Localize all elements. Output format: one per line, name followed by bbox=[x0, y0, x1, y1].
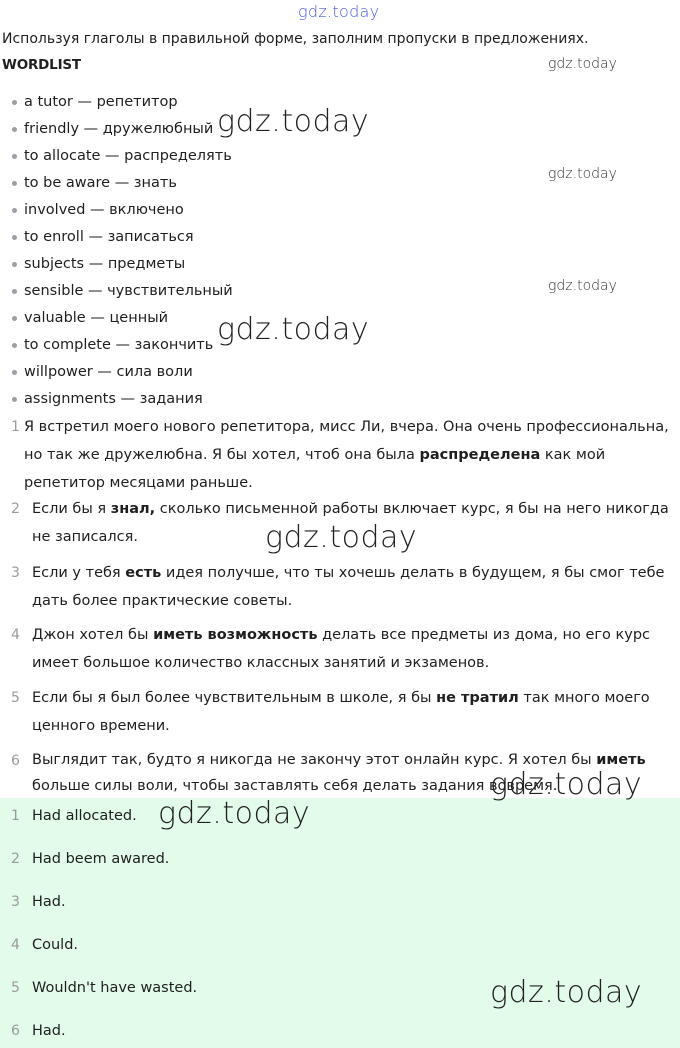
answer-text: Could. bbox=[32, 937, 79, 953]
exercise-number: 6 bbox=[11, 753, 20, 769]
watermark: gdz.today bbox=[490, 767, 643, 802]
wordlist-item: involved — включено bbox=[0, 200, 233, 227]
bullet-icon bbox=[12, 289, 17, 294]
answer-number: 3 bbox=[11, 894, 20, 910]
answer-item bbox=[0, 931, 680, 959]
watermark: gdz.today bbox=[265, 520, 418, 555]
watermark: gdz.today bbox=[548, 278, 617, 294]
exercise-text: Если у тебя есть идея получше, что ты хочешь делать в будущем, я бы смог тебе дать более практические советы. bbox=[32, 565, 665, 609]
answer-text: Had allocated. bbox=[32, 808, 137, 824]
exercise-item bbox=[0, 559, 680, 615]
exercise-number: 3 bbox=[11, 565, 20, 581]
answer-item bbox=[0, 1017, 680, 1045]
wordlist bbox=[0, 92, 233, 416]
answer-text: Had beem awared. bbox=[32, 851, 170, 867]
answer-item bbox=[0, 802, 680, 830]
bullet-icon bbox=[12, 262, 17, 267]
answer-text: Had. bbox=[32, 1023, 66, 1039]
answers-panel bbox=[0, 798, 680, 1048]
wordlist-item: to be aware — знать bbox=[0, 173, 233, 200]
exercise-item bbox=[0, 621, 680, 677]
answer-number: 4 bbox=[11, 937, 20, 953]
exercise-text: Я встретил моего нового репетитора, мисс Ли, вчера. Она очень профессиональна, но так же дружелюбна. Я бы хотел, чтоб она была распределена как мой репетитор месяцами раньше. bbox=[24, 419, 669, 491]
wordlist-item: a tutor — репетитор bbox=[0, 92, 233, 119]
bullet-icon bbox=[12, 343, 17, 348]
bullet-icon bbox=[12, 316, 17, 321]
wordlist-item: valuable — ценный bbox=[0, 308, 233, 335]
exercise-text: Если бы я был более чувствительным в школе, я бы не тратил так много моего ценного времени. bbox=[32, 690, 650, 734]
exercise-item bbox=[0, 413, 680, 491]
answer-text: Wouldn't have wasted. bbox=[32, 980, 198, 996]
exercise-number: 4 bbox=[11, 627, 20, 643]
exercise-item bbox=[0, 684, 680, 740]
exercise-text: Выглядит так, будто я никогда не закончу этот онлайн курс. Я хотел бы иметь больше силы воли, чтобы заставлять себя делать задания вовремя. bbox=[32, 752, 646, 794]
wordlist-item: subjects — предметы bbox=[0, 254, 233, 281]
bullet-icon bbox=[12, 181, 17, 186]
watermark: gdz.today bbox=[217, 312, 370, 347]
exercise-number: 5 bbox=[11, 690, 20, 706]
wordlist-title: WORDLIST bbox=[2, 57, 81, 73]
exercise-text: Если бы я знал, сколько письменной работы включает курс, я бы на него никогда не записался. bbox=[32, 501, 669, 545]
watermark: gdz.today bbox=[217, 104, 370, 139]
answer-number: 5 bbox=[11, 980, 20, 996]
watermark: gdz.today bbox=[548, 166, 617, 182]
bullet-icon bbox=[12, 235, 17, 240]
watermark-top: gdz.today bbox=[298, 2, 380, 21]
bullet-icon bbox=[12, 208, 17, 213]
exercise-number: 1 bbox=[11, 419, 20, 435]
wordlist-item: friendly — дружелюбный bbox=[0, 119, 233, 146]
answer-text: Had. bbox=[32, 894, 66, 910]
wordlist-item: to complete — закончить bbox=[0, 335, 233, 362]
intro-text: Используя глаголы в правильной форме, заполним пропуски в предложениях. bbox=[2, 31, 589, 47]
exercise-number: 2 bbox=[11, 501, 20, 517]
wordlist-item: to enroll — записаться bbox=[0, 227, 233, 254]
bullet-icon bbox=[12, 127, 17, 132]
wordlist-item: to allocate — распределять bbox=[0, 146, 233, 173]
watermark: gdz.today bbox=[158, 796, 311, 831]
watermark: gdz.today bbox=[490, 975, 643, 1010]
bullet-icon bbox=[12, 397, 17, 402]
bullet-icon bbox=[12, 100, 17, 105]
bullet-icon bbox=[12, 370, 17, 375]
answer-item bbox=[0, 888, 680, 916]
answer-number: 1 bbox=[11, 808, 20, 824]
exercise-text: Джон хотел бы иметь возможность делать все предметы из дома, но его курс имеет большое количество классных занятий и экзаменов. bbox=[32, 627, 651, 671]
answer-number: 6 bbox=[11, 1023, 20, 1039]
bullet-icon bbox=[12, 154, 17, 159]
wordlist-item: assignments — задания bbox=[0, 389, 233, 416]
answer-number: 2 bbox=[11, 851, 20, 867]
watermark: gdz.today bbox=[548, 56, 617, 72]
answer-item bbox=[0, 845, 680, 873]
wordlist-item: sensible — чувствительный bbox=[0, 281, 233, 308]
wordlist-item: willpower — сила воли bbox=[0, 362, 233, 389]
